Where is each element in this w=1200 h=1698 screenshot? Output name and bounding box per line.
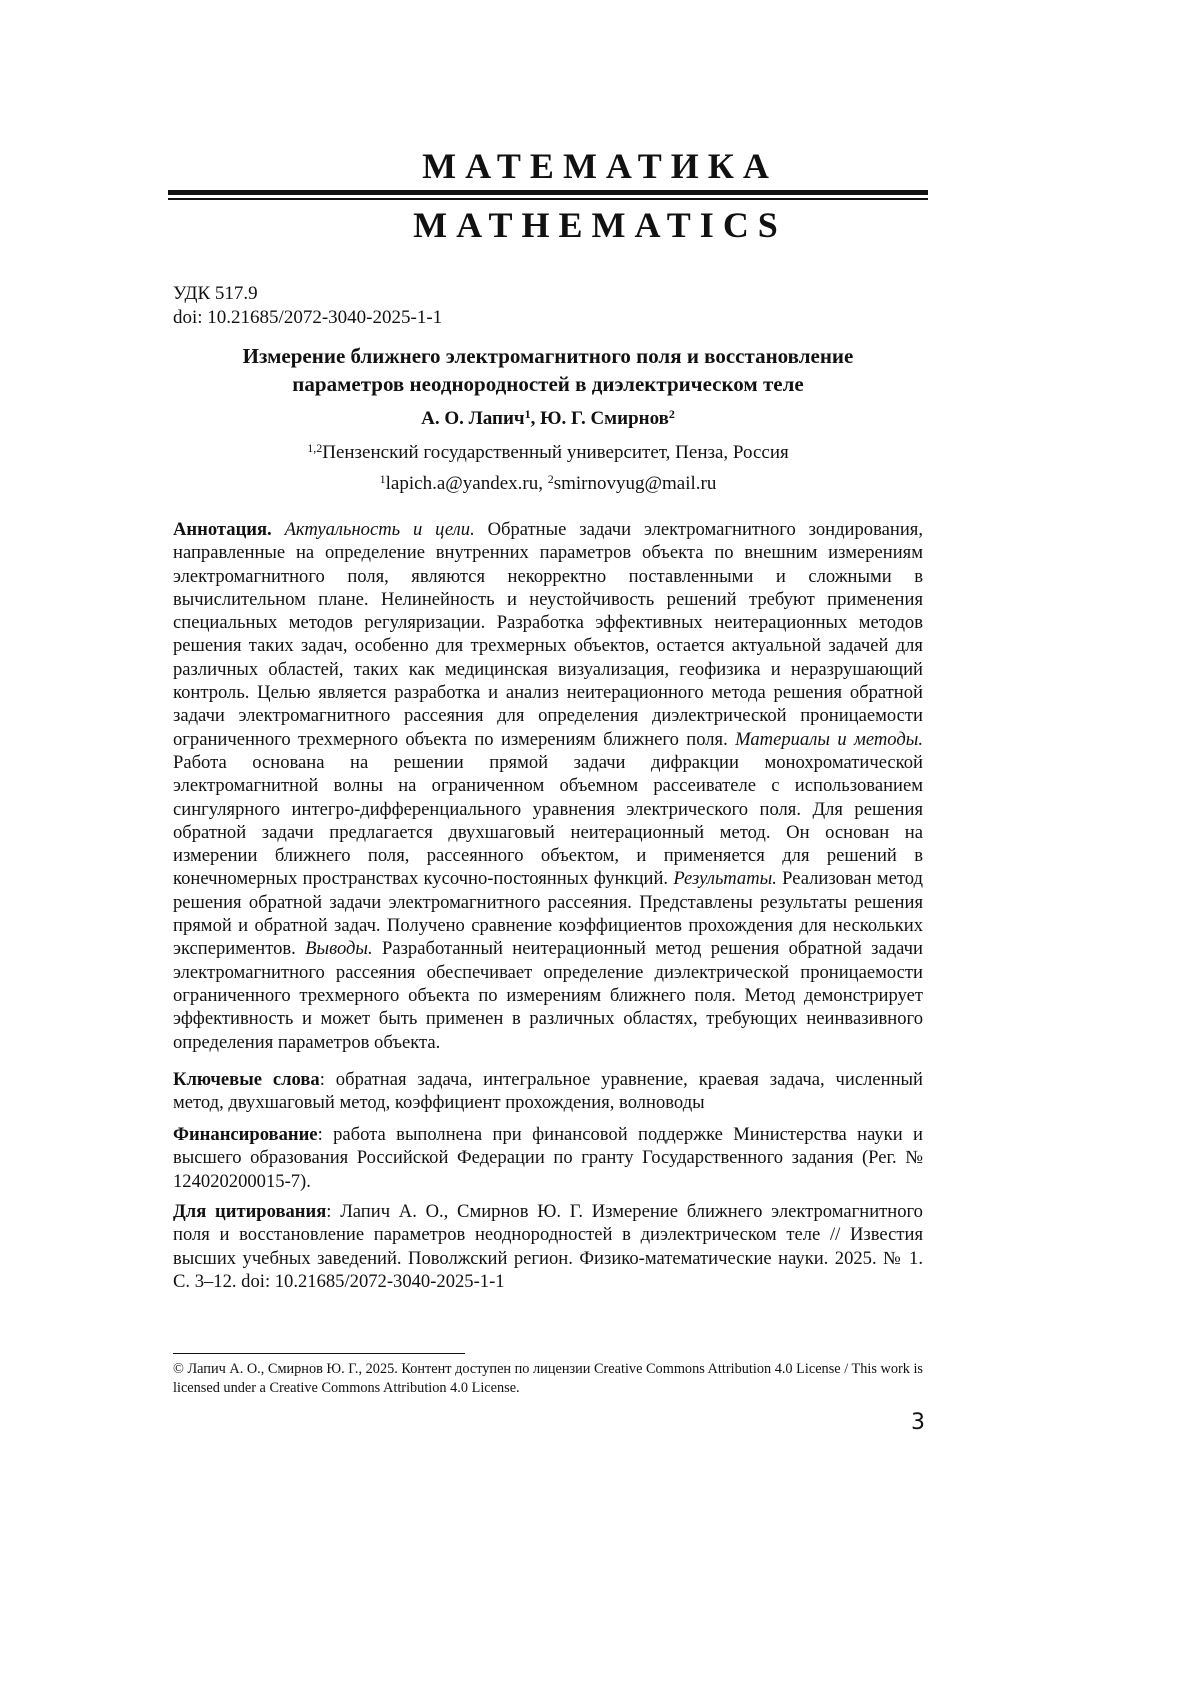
funding-text: : работа выполнена при финансовой поддержке Министерства науки и высшего образования Российской Федерации по гранту Государственного задания (Рег. № 124020200015-7). [173, 1124, 923, 1192]
abstract-conclusions-text: Разработанный неитерационный метод решения обратной задачи электромагнитного рассеяния обеспечивает определение диэлектрической проницаемости ограниченного трехмерного объекта по измерениям ближнего поля. Метод демонстрирует эффективность и может быть применен в различных областях, требующих неинвазивного определения параметров объекта. [173, 938, 923, 1053]
citation-label: Для цитирования [173, 1201, 327, 1222]
funding [173, 1123, 923, 1193]
abstract-relevance-heading: Актуальность и цели. [284, 519, 475, 540]
email-2-marker: 2 [547, 472, 554, 486]
abstract-label: Аннотация. [173, 519, 272, 540]
header-rule-thin [168, 198, 928, 200]
email-2[interactable]: smirnovyug@mail.ru [553, 473, 717, 494]
footnote-rule [173, 1353, 465, 1354]
license-footnote: © Лапич А. О., Смирнов Ю. Г., 2025. Контент доступен по лицензии Creative Commons Attribution 4.0 License / This work is licensed under a Creative Commons Attribution 4.0 License. [173, 1361, 923, 1396]
affiliation [173, 441, 923, 465]
page-number: 3 [911, 1410, 925, 1435]
doi: doi: 10.21685/2072-3040-2025-1-1 [173, 307, 443, 328]
section-title-en: MATHEMATICS [413, 205, 787, 245]
abstract-results-heading: Результаты. [673, 868, 777, 890]
funding-label: Финансирование [173, 1124, 318, 1145]
author-1-affil: 1 [524, 407, 531, 421]
article-title [173, 342, 923, 398]
affiliation-text: Пензенский государственный университет, Пенза, Россия [322, 442, 789, 463]
keywords [173, 1068, 923, 1115]
citation [173, 1200, 923, 1293]
emails [173, 472, 923, 496]
abstract-relevance-text: Обратные задачи электромагнитного зондирования, направленные на определение внутренних параметров объекта по внешним измерениям электромагнитного поля, являются некорректно поставленными и сложными в вычислительном плане. Нелинейность и неустойчивость решений требуют применения специальных методов регуляризации. Разработка эффективных неитерационных методов решения таких задач, особенно для трехмерных объектов, остается актуальной задачей для различных областей, таких как медицинская визуализация, геофизика и неразрушающий контроль. Целью является разработка и анализ неитерационного метода решения обратной задачи электромагнитного рассеяния для определения диэлектрической проницаемости ограниченного трехмерного объекта по измерениям ближнего поля. [173, 519, 923, 750]
email-separator: , [538, 473, 548, 494]
header-rule-thick [168, 190, 928, 195]
author-1: А. О. Лапич [421, 408, 525, 429]
email-1[interactable]: lapich.a@yandex.ru [385, 473, 539, 494]
author-separator: , [530, 408, 541, 429]
abstract-results-text: Реализован метод решения обратной задачи электромагнитного рассеяния. Представлены результаты решения прямой и обратной задач. Получено сравнение коэффициентов прохождения для нескольких экспериментов. [173, 868, 923, 960]
author-2-affil: 2 [668, 407, 675, 421]
udk-code: УДК 517.9 [173, 283, 258, 304]
author-2: Ю. Г. Смирнов [540, 408, 669, 429]
abstract-conclusions-heading: Выводы. [305, 938, 373, 960]
section-title-ru: МАТЕМАТИКА [422, 146, 778, 186]
authors [173, 407, 923, 431]
citation-text: : Лапич А. О., Смирнов Ю. Г. Измерение ближнего электромагнитного поля и восстановление параметров неоднородностей в диэлектрическом теле // Известия высших учебных заведений. Поволжский регион. Физико-математические науки. 2025. № 1. С. 3–12. doi: 10.21685/2072-3040-2025-1-1 [173, 1201, 923, 1292]
affiliation-marker: 1,2 [307, 441, 323, 455]
email-1-marker: 1 [379, 472, 386, 486]
abstract-methods-text: Работа основана на решении прямой задачи дифракции монохроматической электромагнитной волны на ограниченном объемном рассеивателе с использованием сингулярного интегро-дифференциального уравнения электрического поля. Для решения обратной задачи предлагается двухшаговый неитерационный метод. Он основан на измерении ближнего поля, рассеянного объектом, и применяется для решений в конечномерных пространствах кусочно-постоянных функций. [173, 751, 923, 890]
article-title-line-2: параметров неоднородностей в диэлектрическом теле [292, 372, 804, 396]
keywords-text: : обратная задача, интегральное уравнение, краевая задача, численный метод, двухшаговый метод, коэффициент прохождения, волноводы [173, 1069, 923, 1114]
keywords-label: Ключевые слова [173, 1069, 320, 1090]
article-title-line-1: Измерение ближнего электромагнитного поля и восстановление [242, 344, 854, 368]
abstract [173, 518, 923, 1054]
abstract-methods-heading: Материалы и методы. [735, 728, 923, 750]
article-meta [173, 282, 923, 330]
